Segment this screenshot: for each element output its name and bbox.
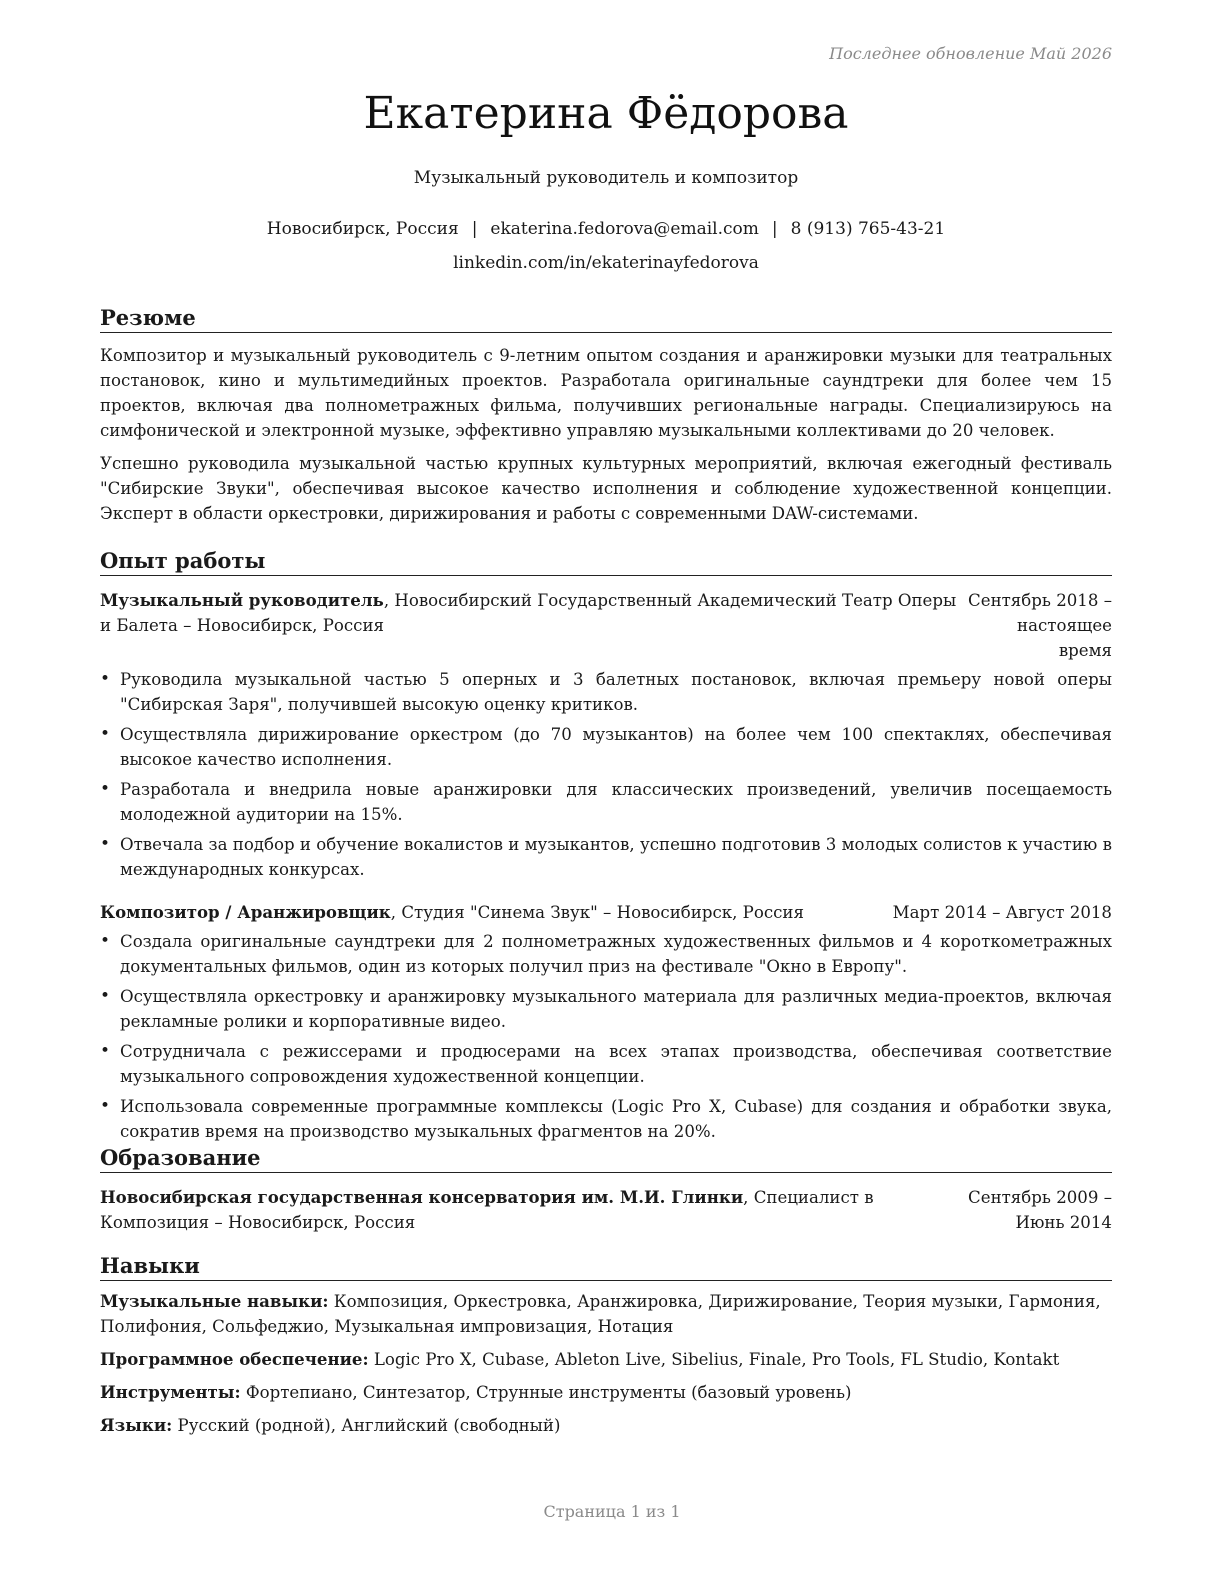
list-item: • Руководила музыкальной частью 5 оперных и 3 балетных постановок, включая премьеру новой оперы "Сибирская Заря", получившей высокую оценку критиков. xyxy=(120,667,1112,717)
phone: 8 (913) 765-43-21 xyxy=(790,219,946,239)
job-role: Композитор / Аранжировщик xyxy=(100,902,391,922)
job-organization: , Студия "Синема Звук" – Новосибирск, Россия xyxy=(390,903,804,922)
separator: | xyxy=(771,219,778,239)
list-item: • Разработала и внедрила новые аранжировки для классических произведений, увеличив посещаемость молодежной аудитории на 15%. xyxy=(120,777,1112,827)
candidate-name: Екатерина Фёдорова xyxy=(363,88,849,139)
summary-paragraph-2: Успешно руководила музыкальной частью крупных культурных мероприятий, включая ежегодный фестиваль "Сибирские Звуки", обеспечивая высокое качество исполнения и соблюдение художественной концепции. Эксперт в области оркестровки, дирижирования и работы с современными DAW-системами. xyxy=(100,454,1112,523)
section-heading-experience: Опыт работы xyxy=(100,548,1112,576)
candidate-title: Музыкальный руководитель и композитор xyxy=(413,168,799,188)
skill-line-instruments: Инструменты: Фортепиано, Синтезатор, Струнные инструменты (базовый уровень) xyxy=(100,1382,852,1402)
job-header xyxy=(100,900,1112,925)
job-bullets xyxy=(100,929,1112,1144)
school-name: Новосибирская государственная консерватория им. М.И. Глинки xyxy=(100,1187,744,1207)
job-organization: , Новосибирский Государственный Академический Театр Оперы и Балета – Новосибирск, Россия xyxy=(100,591,957,635)
linkedin-link: linkedin.com/in/ekaterinayfedorova xyxy=(453,253,759,273)
education-dates: Сентябрь 2009 – Июнь 2014 xyxy=(968,1188,1112,1232)
degree-detail: , Специалист в Композиция – Новосибирск, Россия xyxy=(100,1188,874,1232)
education-section xyxy=(100,1145,1112,1235)
skill-line-languages: Языки: Русский (родной), Английский (свободный) xyxy=(100,1415,561,1435)
list-item: • Осуществляла оркестровку и аранжировку музыкального материала для различных медиа-проектов, включая рекламные ролики и корпоративные видео. xyxy=(120,984,1112,1034)
list-item: • Осуществляла дирижирование оркестром (до 70 музыкантов) на более чем 100 спектаклях, обеспечивая высокое качество исполнения. xyxy=(120,722,1112,772)
job-role: Музыкальный руководитель xyxy=(100,590,384,610)
job-dates: Сентябрь 2018 – настоящее время xyxy=(968,591,1112,660)
job-header xyxy=(100,588,1112,663)
job-entry xyxy=(100,588,1112,882)
city: Новосибирск, Россия xyxy=(266,219,459,239)
list-item: • Создала оригинальные саундтреки для 2 полнометражных художественных фильмов и 4 короткометражных документальных фильмов, один из которых получил приз на фестивале "Окно в Европу". xyxy=(120,929,1112,979)
list-item: • Отвечала за подбор и обучение вокалистов и музыкантов, успешно подготовив 3 молодых солистов к участию в международных конкурсах. xyxy=(120,832,1112,882)
job-entry xyxy=(100,900,1112,1144)
list-item: • Сотрудничала с режиссерами и продюсерами на всех этапах производства, обеспечивая соответствие музыкального сопровождения художественной концепции. xyxy=(120,1039,1112,1089)
separator: | xyxy=(471,219,478,239)
section-heading-summary: Резюме xyxy=(100,305,1112,333)
skill-line-music: Музыкальные навыки: Композиция, Оркестровка, Аранжировка, Дирижирование, Теория музыки, Гармония, Полифония, Сольфеджио, Музыкальная импровизация, Нотация xyxy=(100,1291,1101,1336)
section-heading-skills: Навыки xyxy=(100,1253,1112,1281)
summary-section xyxy=(100,305,1112,526)
contact-line xyxy=(100,219,1112,239)
experience-section xyxy=(100,548,1112,1149)
job-bullets xyxy=(100,667,1112,882)
page-number: Страница 1 из 1 xyxy=(543,1502,681,1521)
section-heading-education: Образование xyxy=(100,1145,1112,1173)
education-header xyxy=(100,1185,1112,1235)
summary-paragraph-1: Композитор и музыкальный руководитель с 9-летним опытом создания и аранжировки музыки для театральных постановок, кино и мультимедийных проектов. Разработала оригинальные саундтреки для более чем 15 проектов, включая два полнометражных фильма, получивших региональные награды. Специализируюсь на симфонической и электронной музыке, эффективно управляю музыкальными коллективами до 20 человек. xyxy=(100,346,1112,440)
skills-section xyxy=(100,1253,1112,1438)
email: ekaterina.fedorova@email.com xyxy=(490,219,759,239)
skill-line-software: Программное обеспечение: Logic Pro X, Cubase, Ableton Live, Sibelius, Finale, Pro Tools, FL Studio, Kontakt xyxy=(100,1349,1060,1369)
education-entry xyxy=(100,1185,1112,1235)
job-dates: Март 2014 – Август 2018 xyxy=(892,903,1112,922)
last-updated: Последнее обновление Май 2026 xyxy=(829,44,1112,63)
list-item: • Использовала современные программные комплексы (Logic Pro X, Cubase) для создания и обработки звука, сократив время на производство музыкальных фрагментов на 20%. xyxy=(120,1094,1112,1144)
